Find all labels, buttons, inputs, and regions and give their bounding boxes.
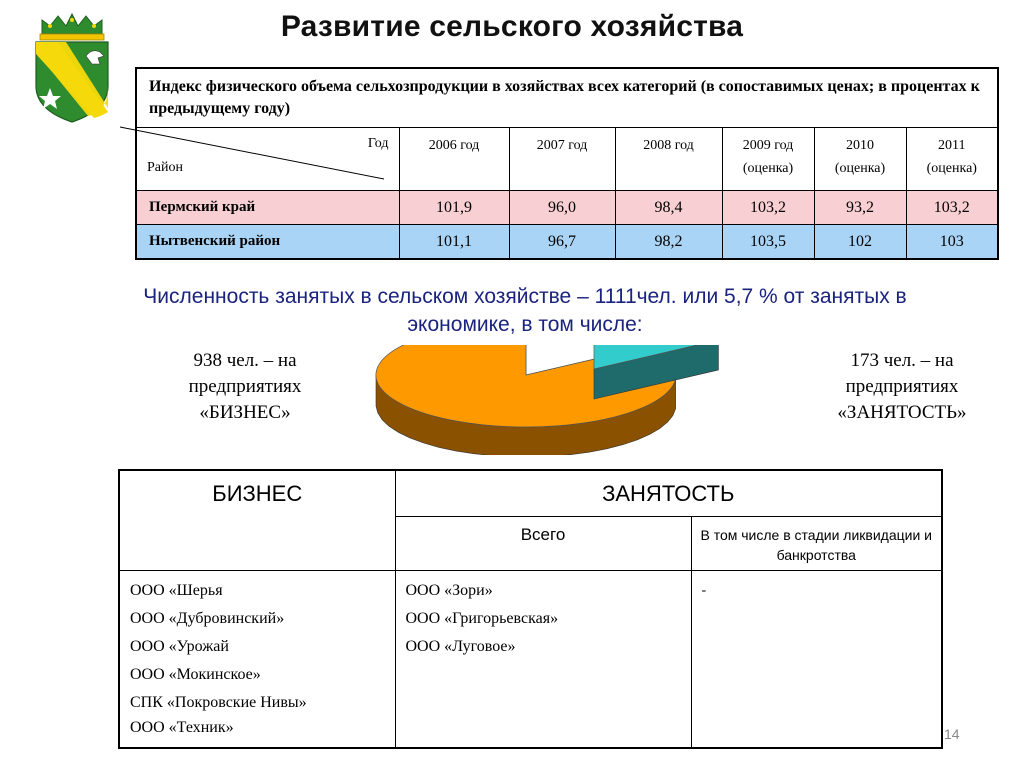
employment-list [395, 570, 691, 748]
table-row [136, 225, 998, 260]
corner-year-label: Год [367, 136, 389, 151]
pie-chart [368, 345, 758, 455]
value-cell: 103,5 [722, 225, 814, 260]
table-row [136, 191, 998, 225]
year-header: 2010 (оценка) [814, 128, 906, 191]
enterprise-table [118, 469, 943, 749]
list-item: ООО «Шерья [130, 581, 223, 599]
row-name: Пермский край [136, 191, 399, 225]
list-item: ООО «Дубровинский» [130, 609, 285, 627]
employment-label: 173 чел. – на предприятиях «ЗАНЯТОСТЬ» [837, 350, 967, 423]
value-cell: 102 [814, 225, 906, 260]
list-item: ООО «Зори» [405, 581, 493, 599]
list-item: ООО «Урожай [130, 637, 229, 655]
list-item: ООО «Техник» [130, 718, 234, 736]
list-item: ООО «Луговое» [405, 637, 516, 655]
value-cell: 96,7 [509, 225, 615, 260]
value-cell: 103,2 [722, 191, 814, 225]
value-cell: 98,4 [615, 191, 722, 225]
year-header: 2006 год [399, 128, 509, 191]
value-cell: 96,0 [509, 191, 615, 225]
value-cell: 101,1 [399, 225, 509, 260]
value-cell: 101,9 [399, 191, 509, 225]
year-header: 2011 (оценка) [906, 128, 998, 191]
value-cell: 98,2 [615, 225, 722, 260]
year-header: 2009 год (оценка) [722, 128, 814, 191]
business-list [119, 570, 395, 748]
list-item: ООО «Григорьевская» [405, 609, 559, 627]
index-table-header: Индекс физического объема сельхозпродукции в хозяйствах всех категорий (в сопоставимых ценах; в процентах к предыдущему году) [136, 68, 998, 128]
coat-of-arms-icon [28, 12, 116, 124]
liquidation-subheader: В том числе в стадии ликвидации и банкротства [691, 516, 942, 570]
corner-cell [136, 128, 399, 191]
year-header: 2007 год [509, 128, 615, 191]
page-number: 14 [944, 726, 960, 742]
index-table [135, 67, 999, 260]
employment-summary: Численность занятых в сельском хозяйстве – 1111чел. или 5,7 % от занятых в экономике, в том числе: [143, 285, 907, 336]
list-item: СПК «Покровские Нивы» [130, 693, 307, 711]
page-title: Развитие сельского хозяйства [280, 10, 744, 43]
year-header: 2008 год [615, 128, 722, 191]
value-cell: 103 [906, 225, 998, 260]
business-column-header: БИЗНЕС [119, 470, 395, 570]
row-name: Нытвенский район [136, 225, 399, 260]
total-subheader: Всего [395, 516, 691, 570]
business-label: 938 чел. – на предприятиях «БИЗНЕС» [188, 350, 302, 423]
corner-district-label: Район [147, 160, 183, 175]
value-cell: 93,2 [814, 191, 906, 225]
list-item: ООО «Мокинское» [130, 665, 261, 683]
employment-column-header: ЗАНЯТОСТЬ [395, 470, 942, 516]
value-cell: 103,2 [906, 191, 998, 225]
liquidation-list: - [691, 570, 942, 748]
